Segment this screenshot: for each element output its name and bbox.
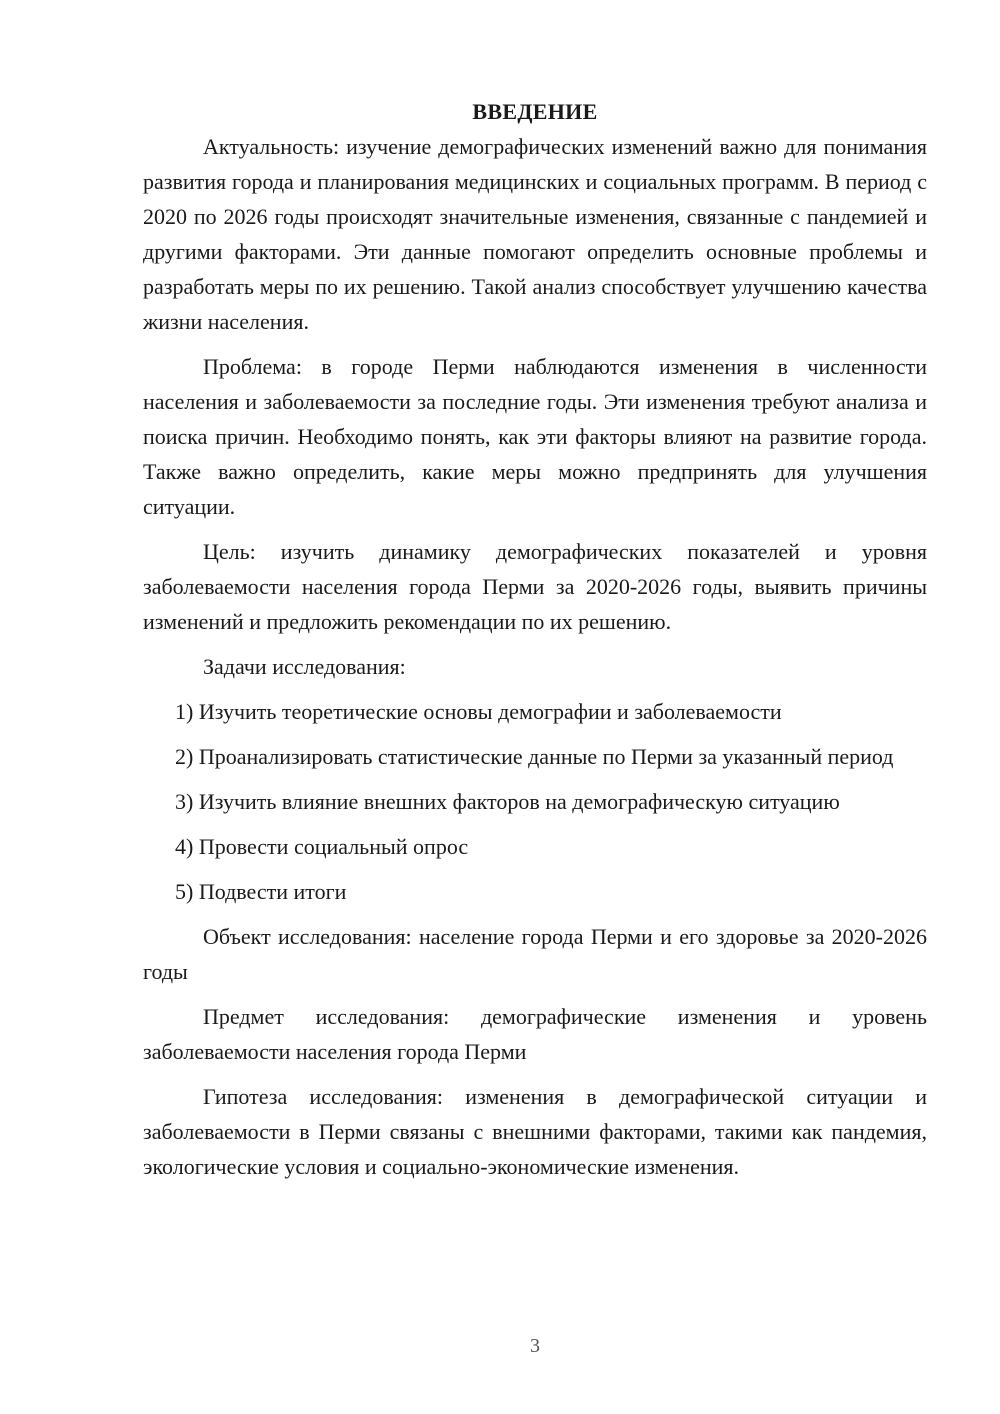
- page-content: [143, 94, 927, 1184]
- section-title: ВВЕДЕНИЕ: [472, 99, 598, 124]
- list-item: 5) Подвести итоги: [175, 879, 347, 904]
- paragraph-relevance: Актуальность: изучение демографических изменений важно для понимания развития города и планирования медицинских и социальных программ. В период с 2020 по 2026 годы происходят значительные изменения, связанные с пандемией и другими факторами. Эти данные помогают определить основные проблемы и разработать меры по их решению. Такой анализ способствует улучшению качества жизни населения.: [143, 134, 927, 334]
- tasks-heading: Задачи исследования:: [203, 654, 406, 679]
- paragraph-goal: Цель: изучить динамику демографических показателей и уровня заболеваемости населения города Перми за 2020-2026 годы, выявить причины изменений и предложить рекомендации по их решению.: [143, 539, 927, 634]
- paragraph-subject: Предмет исследования: демографические изменения и уровень заболеваемости населения города Перми: [143, 1004, 927, 1064]
- list-item: 1) Изучить теоретические основы демографии и заболеваемости: [175, 699, 782, 724]
- list-item: 4) Провести социальный опрос: [175, 834, 469, 859]
- paragraph-problem: Проблема: в городе Перми наблюдаются изменения в численности населения и заболеваемости за последние годы. Эти изменения требуют анализа и поиска причин. Необходимо понять, как эти факторы влияют на развитие города. Также важно определить, какие меры можно предпринять для улучшения ситуации.: [143, 354, 927, 519]
- paragraph-hypothesis: Гипотеза исследования: изменения в демографической ситуации и заболеваемости в Перми связаны с внешними факторами, такими как пандемия, экологические условия и социально-экономические изменения.: [143, 1084, 927, 1179]
- list-item: 3) Изучить влияние внешних факторов на демографическую ситуацию: [175, 789, 840, 814]
- paragraph-object: Объект исследования: население города Перми и его здоровье за 2020-2026 годы: [143, 924, 927, 984]
- list-item: 2) Проанализировать статистические данные по Перми за указанный период: [175, 744, 894, 769]
- tasks-list: [143, 694, 927, 909]
- page-number: 3: [530, 1335, 540, 1357]
